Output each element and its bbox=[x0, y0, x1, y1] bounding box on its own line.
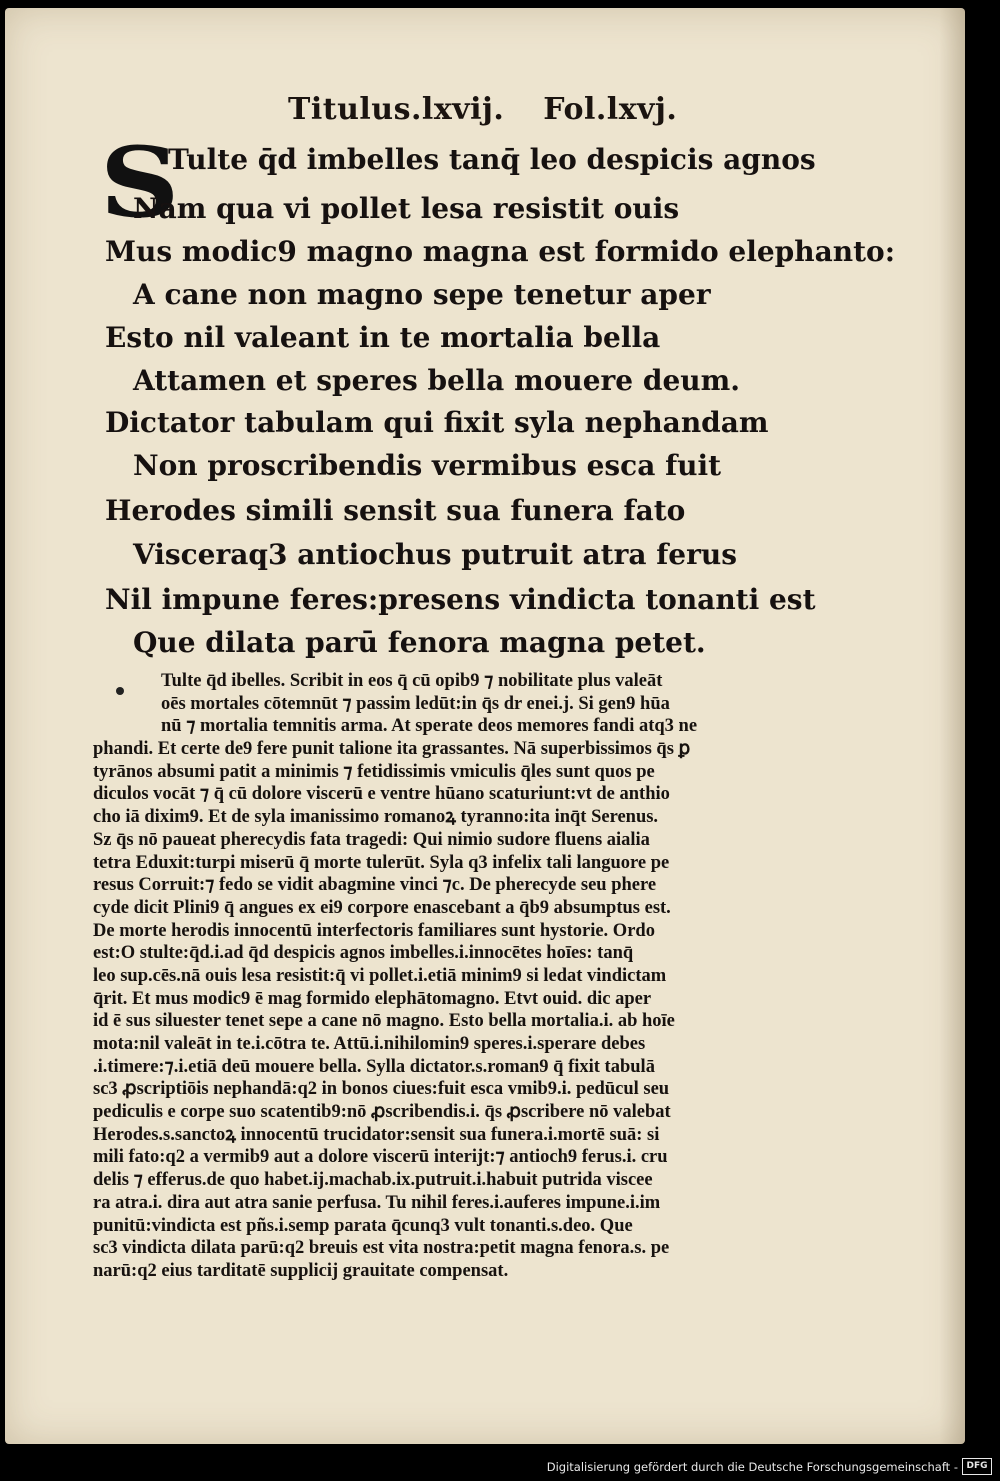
commentary-line: oēs mortales cōtemnūt ⁊ passim ledūt:in q̄s dr enei.j. Si gen9 hūa bbox=[161, 693, 670, 714]
verse-line: A cane non magno sepe tenetur aper bbox=[133, 278, 711, 311]
paragraph-mark bbox=[116, 687, 124, 695]
verse-line: Que dilata parū fenora magna petet. bbox=[133, 626, 706, 659]
verse-line: Tulte q̄d imbelles tanq̄ leo despicis agnos bbox=[168, 143, 816, 176]
verse-line: Herodes simili sensit sua funera fato bbox=[105, 494, 686, 527]
commentary-line: resus Corruit:⁊ fedo se vidit abagmine vinci ⁊c. De pherecyde seu phere bbox=[93, 875, 657, 896]
commentary-line: sc3 vindicta dilata parū:q2 breuis est vita nostra:petit magna fenora.s. pe bbox=[93, 1238, 670, 1259]
verse-line: Dictator tabulam qui fixit syla nephandam bbox=[105, 406, 769, 439]
verse-line: Nil impune feres:presens vindicta tonanti est bbox=[105, 583, 816, 616]
commentary-line: phandi. Et certe de9 fere punit talione ita grassantes. Nā superbissimos q̄s ꝑ bbox=[93, 739, 691, 760]
commentary-line: sc3 ꝓscriptiōis nephandā:q2 in bonos ciues:fuit esca vmib9.i. pedūcul seu bbox=[93, 1079, 670, 1100]
commentary-line: q̄rit. Et mus modic9 ē mag formido elephātomagno. Etvt ouid. dic aper bbox=[93, 988, 652, 1009]
commentary-line: id ē sus siluester tenet sepe a cane nō magno. Esto bella mortalia.i. ab hoīe bbox=[93, 1011, 675, 1032]
commentary-line: .i.timere:⁊.i.etiā deū mouere bella. Sylla dictator.s.roman9 q̄ fixit tabulā bbox=[93, 1056, 655, 1077]
book-page bbox=[5, 8, 965, 1444]
funding-notice: Digitalisierung gefördert durch die Deutsche Forschungsgemeinschaft - bbox=[546, 1460, 958, 1474]
commentary-line: cyde dicit Plini9 q̄ angues ex ei9 corpore enascebant a q̄b9 absumptus est. bbox=[93, 897, 671, 918]
dfg-logo-icon: DFG bbox=[962, 1458, 992, 1475]
commentary-line: nū ⁊ mortalia temnitis arma. At sperate deos memores fandi atq3 ne bbox=[161, 716, 698, 737]
decorated-initial: S bbox=[99, 126, 180, 239]
commentary-line: diculos vocāt ⁊ q̄ cū dolore viscerū e ventre hūano scaturiunt:vt de anthio bbox=[93, 784, 670, 805]
commentary-line: est:O stulte:q̄d.i.ad q̄d despicis agnos imbelles.i.innocētes hoīes: tanq̄ bbox=[93, 943, 634, 964]
commentary-line: tetra Eduxit:turpi miserū q̄ morte tulerūt. Syla q3 infelix tali languore pe bbox=[93, 852, 670, 873]
commentary-line: Sz q̄s nō paueat pherecydis fata tragedi: Qui nimio sudore fluens aialia bbox=[93, 829, 650, 850]
commentary-line: De morte herodis innocentū interfectoris familiares sunt hystorie. Ordo bbox=[93, 920, 655, 941]
verse-line: Mus modic9 magno magna est formido elephanto: bbox=[105, 235, 896, 268]
verse-line: Non proscribendis vermibus esca fuit bbox=[133, 449, 722, 482]
verse-line: Visceraq3 antiochus putruit atra ferus bbox=[133, 538, 737, 571]
commentary-line: ra atra.i. dira aut atra sanie perfusa. Tu nihil feres.i.auferes impune.i.im bbox=[93, 1192, 661, 1213]
chapter-title: Titulus.lxvij. bbox=[288, 92, 505, 127]
commentary-line: mota:nil valeāt in te.i.cōtra te. Attū.i.nihilomin9 speres.i.sperare debes bbox=[93, 1034, 646, 1054]
verse-line: Attamen et speres bella mouere deum. bbox=[133, 364, 740, 397]
commentary-line: tyrānos absumi patit a minimis ⁊ fetidissimis vmiculis q̄les sunt quos pe bbox=[93, 761, 655, 782]
folio-number: Fol.lxvj. bbox=[543, 92, 678, 127]
commentary-line: pediculis e corpe suo scatentib9:nō ꝓscribendis.i. q̄s ꝓscribere nō valebat bbox=[93, 1102, 671, 1123]
commentary-line: Tulte q̄d ibelles. Scribit in eos q̄ cū opib9 ⁊ nobilitate plus valeāt bbox=[161, 671, 663, 691]
commentary-block bbox=[93, 670, 783, 1283]
page-header bbox=[288, 92, 677, 127]
commentary-line: cho iā dixim9. Et de syla imanissimo romanoꝝ tyranno:ita inq̄t Serenus. bbox=[93, 807, 659, 828]
commentary-line: Herodes.s.sanctoꝝ innocentū trucidator:sensit sua funera.i.mortē suā: si bbox=[93, 1124, 660, 1145]
verse-line: Nam qua vi pollet lesa resistit ouis bbox=[133, 192, 680, 225]
commentary-line: punitū:vindicta est pñs.i.semp parata q̄cunq3 vult tonanti.s.deo. Que bbox=[93, 1215, 633, 1236]
commentary-line: narū:q2 eius tarditatē supplicij grauitate compensat. bbox=[93, 1260, 509, 1281]
commentary-line: delis ⁊ efferus.de quo habet.ij.machab.ix.putruit.i.habuit putrida viscee bbox=[93, 1170, 653, 1191]
commentary-line: mili fato:q2 a vermib9 aut a dolore viscerū interijt:⁊ antioch9 ferus.i. cru bbox=[93, 1147, 668, 1168]
commentary-line: leo sup.cēs.nā ouis lesa resistit:q̄ vi pollet.i.etiā minim9 si ledat vindictam bbox=[93, 965, 667, 986]
verse-line: Esto nil valeant in te mortalia bella bbox=[105, 321, 661, 354]
